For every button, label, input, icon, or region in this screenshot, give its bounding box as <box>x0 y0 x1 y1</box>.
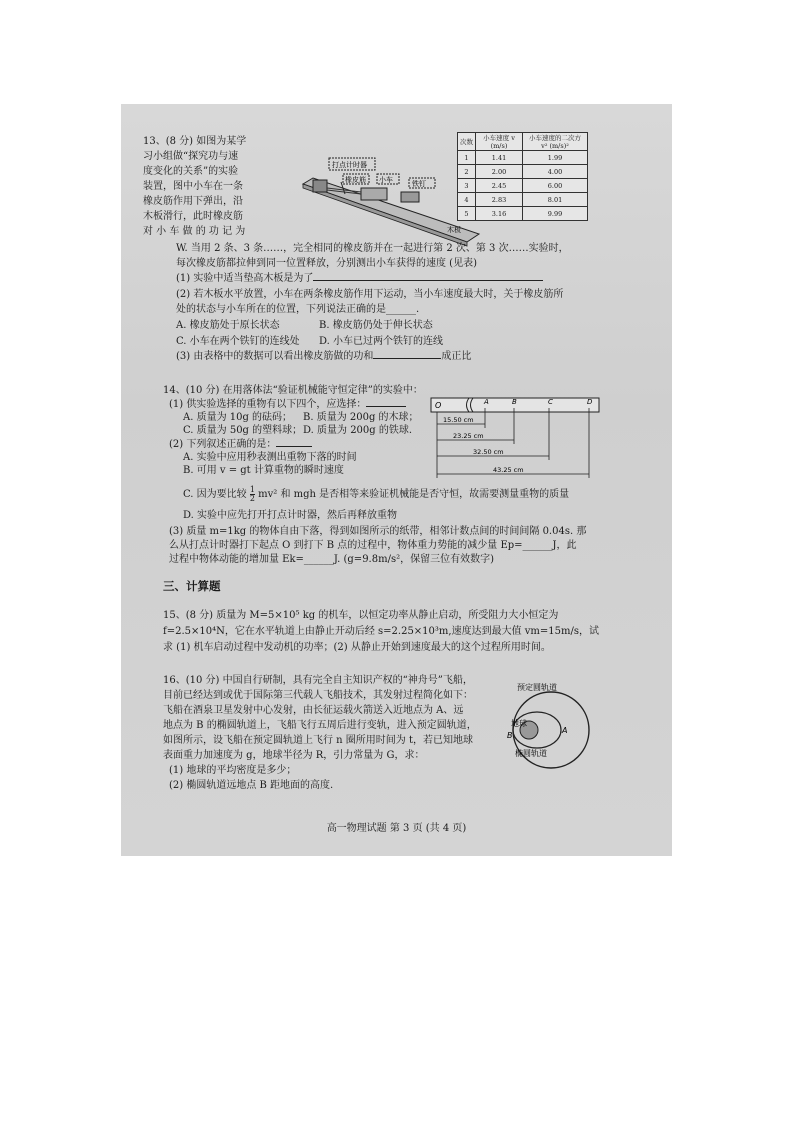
circle-orbit-label: 预定圆轨道 <box>517 683 557 692</box>
point-b-label: B <box>507 731 513 740</box>
board-label: 木板 <box>447 226 461 234</box>
answer-blank[interactable] <box>313 280 543 281</box>
spring-label: 橡皮筋 <box>345 176 366 184</box>
q13-sub2a: (2) 若木板水平放置，小车在两条橡皮筋作用下运动，当小车速度最大时，关于橡皮筋所 <box>176 289 564 300</box>
q13-line-each: 每次橡皮筋都拉伸到同一位置释放，分别测出小车获得的速度 (见表) <box>176 258 477 269</box>
car-label: 小车 <box>379 176 393 184</box>
q13-option-b: B. 橡皮筋仍处于伸长状态 <box>319 320 433 331</box>
table-header: 小车速度 v (m/s) <box>476 133 523 151</box>
page-footer: 高一物理试题 第 3 页 (共 4 页) <box>326 823 467 834</box>
point-o-label: O <box>435 401 442 410</box>
q14-statement-b: B. 可用 v = gt 计算重物的瞬时速度 <box>183 465 344 476</box>
q13-sub2b: 处的状态与小车所在的位置，下列说法正确的是______. <box>176 304 420 315</box>
distance-oc-label: 32.50 cm <box>473 448 504 456</box>
table-row: 2 2.00 4.00 <box>458 165 588 179</box>
q14-option-2: B. 质量为 200g 的木球； <box>303 412 419 423</box>
q14-statement-d: D. 实验中应先打开打点计时器，然后再释放重物 <box>183 510 398 521</box>
table-header: 次数 <box>458 133 476 151</box>
q14-s3b: 么从打点计时器打下起点 O 到打下 B 点的过程中，物体重力势能的减少量 Ep=______J，此 <box>169 540 577 551</box>
table-row: 1 1.41 1.99 <box>458 151 588 165</box>
distance-ob-label: 23.25 cm <box>453 432 484 440</box>
paper-tape-diagram <box>429 394 604 484</box>
q16-line-2: 目前已经达到或优于国际第三代载人飞船技术，其发射过程简化如下： <box>163 690 473 701</box>
q16-line-4: 地点为 B 的椭圆轨道上，飞船飞行五周后进行变轨，进入预定圆轨道， <box>163 720 477 731</box>
q14-option-3: C. 质量为 50g 的塑料球； <box>183 425 303 436</box>
q13-sub1: (1) 实验中适当垫高木板是为了 <box>176 272 543 285</box>
q15-line-2: f=2.5×10⁴N，它在水平轨道上由静止开动后经 s=2.25×10³m,速度达到最大值 vm=15m/s，试 <box>163 626 599 637</box>
point-c-label: C <box>548 398 553 406</box>
q16-line-8: (2) 椭圆轨道远地点 B 距地面的高度. <box>169 780 334 791</box>
q13-option-d: D. 小车已过两个铁钉的连线 <box>319 336 444 347</box>
rubber-band-apparatus-diagram <box>291 144 481 248</box>
q16-line-1: 16、(10 分) 中国自行研制，具有完全自主知识产权的“神舟号”飞船， <box>163 675 473 686</box>
point-b-label: B <box>512 398 517 406</box>
table-row: 4 2.83 8.01 <box>458 193 588 207</box>
q14-s3c: 过程中物体动能的增加量 Ek=______J. (g=9.8m/s²，保留三位有效数字) <box>169 554 494 565</box>
distance-oa-label: 15.50 cm <box>443 416 474 424</box>
answer-blank[interactable] <box>366 406 406 407</box>
table-row: 5 3.16 9.99 <box>458 207 588 221</box>
point-a-label: A <box>562 726 568 735</box>
q15-line-3: 求 (1) 机车启动过程中发动机的功率；(2) 从静止开始到速度最大的这个过程所用时间。 <box>163 642 551 653</box>
earth-label: 地球 <box>511 719 527 728</box>
q16-line-6: 表面重力加速度为 g，地球半径为 R，引力常量为 G，求： <box>163 750 425 761</box>
point-d-label: D <box>587 398 593 406</box>
answer-blank[interactable] <box>373 358 441 359</box>
exam-page <box>121 104 672 856</box>
q16-line-3: 飞船在酒泉卫星发射中心发射，由长征运载火箭送入近地点为 A、远 <box>163 705 464 716</box>
section-heading: 三、计算题 <box>163 579 221 593</box>
q14-s1: (1) 供实验选择的重物有以下四个，应选择： <box>169 398 406 411</box>
q16-line-5: 如图所示，设飞船在预定圆轨道上飞行 n 圈所用时间为 t，若已知地球 <box>163 735 473 746</box>
q14-option-1: A. 质量为 10g 的砝码； <box>183 412 293 423</box>
q14-title: 14、(10 分) 在用落体法“验证机械能守恒定律”的实验中： <box>163 385 423 396</box>
point-a-label: A <box>484 398 489 406</box>
q13-option-a: A. 橡皮筋处于原长状态 <box>176 320 280 331</box>
q13-intro: 13、(8 分) 如图为某学 习小组做“探究功与速 度变化的关系”的实验 装置，图中小车在一条 橡皮筋作用下弹出，沿 木板滑行，此时橡皮筋 对 小 车 做 的 功 记 为 <box>143 136 247 237</box>
table-row: 3 2.45 6.00 <box>458 179 588 193</box>
q14-option-4: D. 质量为 200g 的铁球. <box>303 425 413 436</box>
q14-s3a: (3) 质量 m=1kg 的物体自由下落，得到如图所示的纸带，相邻计数点间的时间间隔 0.04s. 那 <box>169 526 587 537</box>
q13-option-c: C. 小车在两个铁钉的连线处 <box>176 336 300 347</box>
q13-line-w: W. 当用 2 条、3 条……，完全相同的橡皮筋并在一起进行第 2 次、第 3 次……实验时， <box>176 243 569 254</box>
table-header: 小车速度的二次方 v² (m/s)² <box>523 133 588 151</box>
nail-label: 铁钉 <box>412 180 426 188</box>
distance-od-label: 43.25 cm <box>493 466 524 474</box>
fraction: $\frac{1}{2}$ <box>249 485 255 503</box>
q15-line-1: 15、(8 分) 质量为 M=5×10⁵ kg 的机车，以恒定功率从静止启动，所受阻力大小恒定为 <box>163 610 559 621</box>
answer-blank[interactable] <box>276 446 312 447</box>
q14-statement-a: A. 实验中应用秒表测出重物下落的时间 <box>183 452 357 463</box>
q16-line-7: (1) 地球的平均密度是多少； <box>169 765 297 776</box>
q13-sub3: (3) 由表格中的数据可以看出橡皮筋做的功和 成正比 <box>176 351 472 362</box>
timer-label: 打点计时器 <box>332 161 367 169</box>
orbit-diagram <box>501 678 601 774</box>
q14-statement-c: C. 因为要比较 $\frac{1}{2}$ mv² 和 mgh 是否相等来验证机械能是否守恒，故需要测量重物的质量 <box>183 485 570 503</box>
velocity-table <box>457 132 588 221</box>
ellipse-orbit-label: 椭圆轨道 <box>515 749 547 758</box>
q14-s2: (2) 下列叙述正确的是： <box>169 438 312 451</box>
